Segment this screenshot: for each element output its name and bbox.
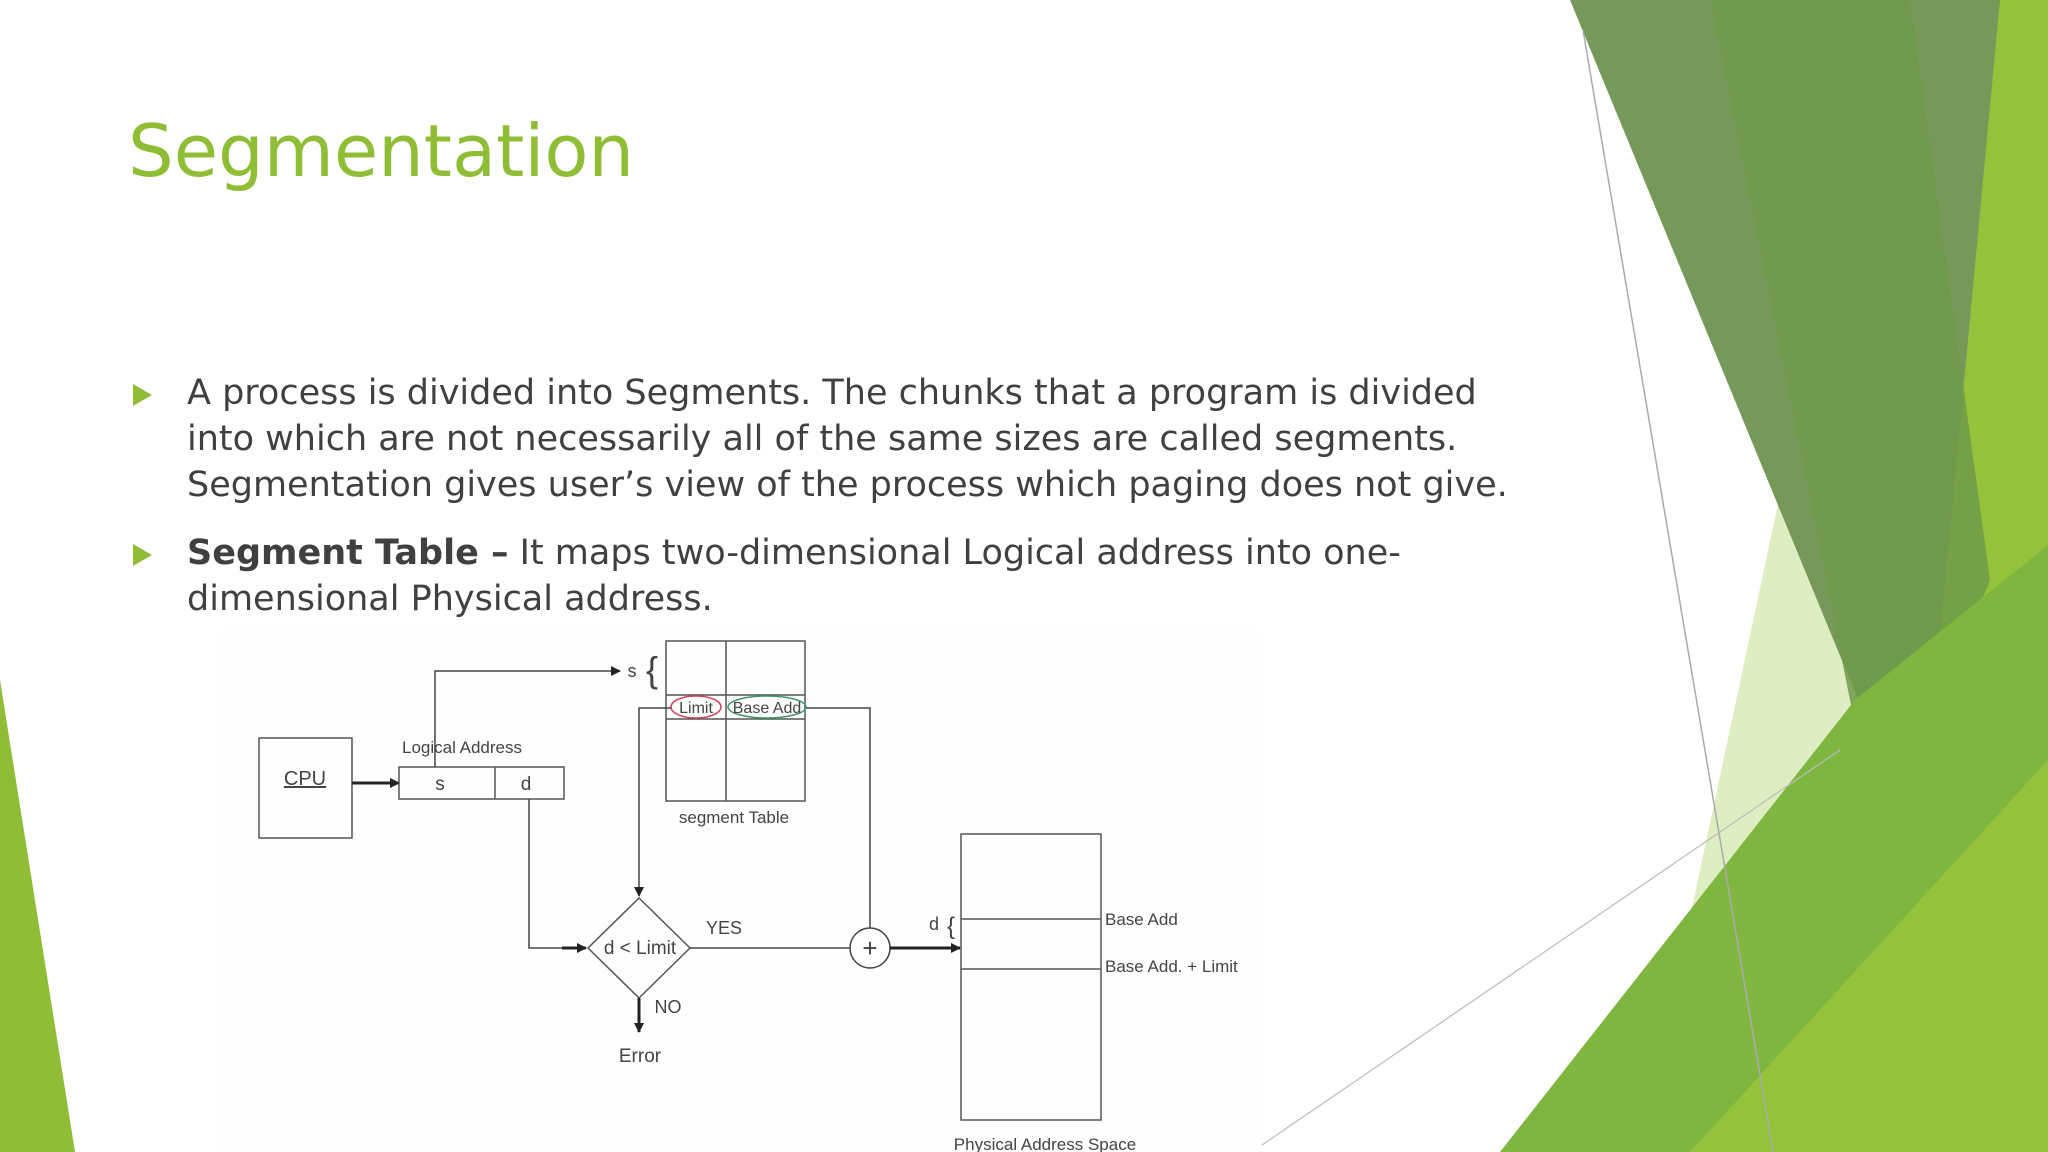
d-field: d xyxy=(520,774,532,795)
base-add-cell: Base Add xyxy=(732,700,802,717)
error-label: Error xyxy=(618,1046,662,1067)
bullet-term: Segment Table – xyxy=(187,533,509,573)
yes-label: YES xyxy=(705,918,743,938)
cpu-label: CPU xyxy=(283,768,327,790)
d-to-compare-arrow xyxy=(529,799,585,948)
physical-address-space-label: Physical Address Space xyxy=(953,1135,1137,1152)
plus-icon: + xyxy=(862,933,878,963)
bullet-text: A process is divided into Segments. The chunks that a program is divided into which are not necessarily all of the same sizes are called segments. Segmentation gives user’s view of the process which paging does not give. xyxy=(187,373,1508,505)
bullet-text: It maps two-dimensional Logical address into one-dimensional Physical address. xyxy=(187,533,1401,619)
limit-cell: Limit xyxy=(679,700,713,717)
diagram-canvas xyxy=(220,628,1262,1152)
base-to-adder-line xyxy=(806,708,870,948)
segmentation-diagram xyxy=(220,628,1262,1152)
brace-icon: { xyxy=(946,913,956,940)
s-field: s xyxy=(435,774,445,795)
slide-title: Segmentation xyxy=(128,109,635,193)
logical-address-label: Logical Address xyxy=(401,738,523,757)
brace-icon: { xyxy=(645,649,659,690)
base-add-marker: Base Add xyxy=(1105,910,1178,929)
d-brace-label: d xyxy=(928,914,940,934)
no-label: NO xyxy=(654,997,682,1017)
s-brace-label: s xyxy=(627,661,637,681)
segment-table-label: segment Table xyxy=(678,808,790,827)
segment-table xyxy=(666,641,805,801)
bullet-list xyxy=(130,370,1550,644)
compare-condition: d < Limit xyxy=(603,938,677,959)
left-edge-shape xyxy=(0,680,75,1152)
bullet-item xyxy=(130,530,1550,622)
logical-address-box xyxy=(399,767,564,799)
physical-memory-box xyxy=(961,834,1101,1120)
triangle-bullet-icon xyxy=(133,384,152,406)
base-add-limit-marker: Base Add. + Limit xyxy=(1105,957,1238,976)
bullet-item xyxy=(130,370,1550,508)
triangle-bullet-icon xyxy=(133,544,152,566)
